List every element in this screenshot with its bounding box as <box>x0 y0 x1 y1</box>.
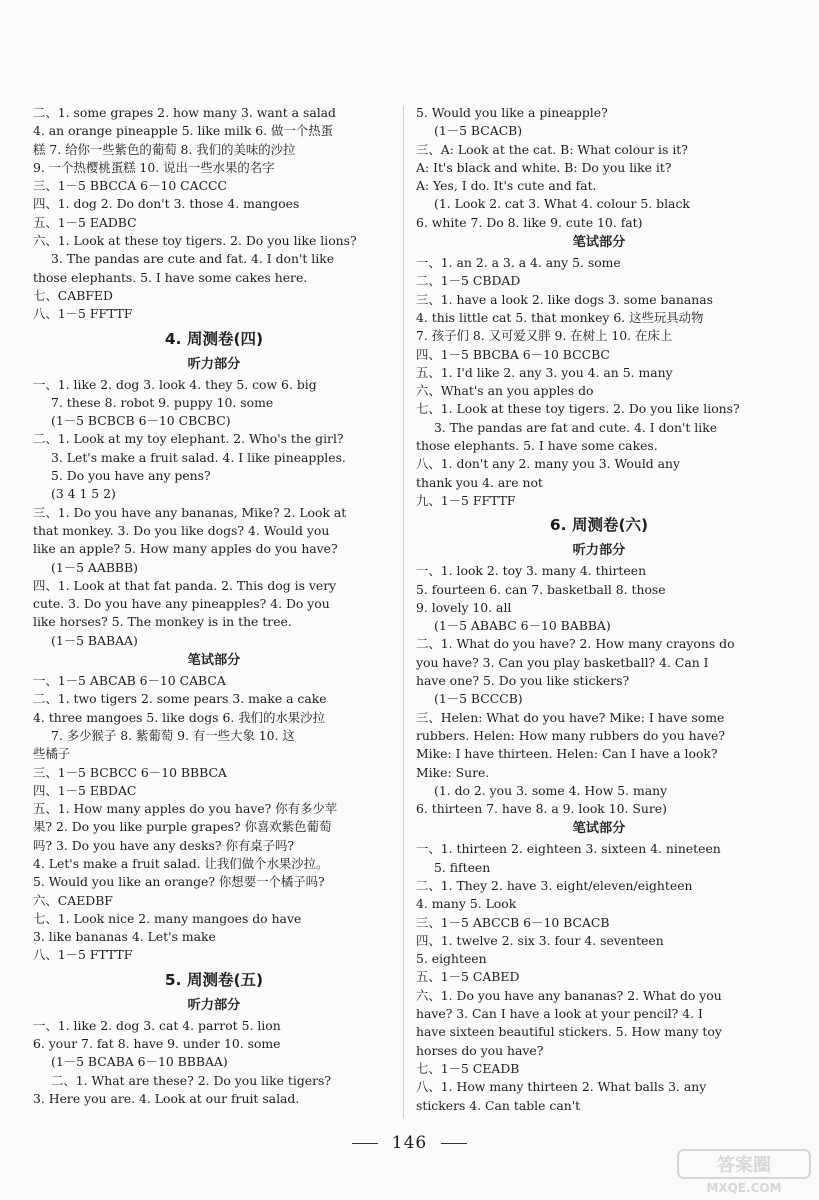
answer-line: have one? 5. Do you like stickers? <box>416 673 630 689</box>
answer-line: 二、1. some grapes 2. how many 3. want a salad <box>33 105 336 120</box>
answer-line: 三、1－5 BCBCC 6－10 BBBCA <box>33 764 227 780</box>
answer-line: 果? 2. Do you like purple grapes? 你喜欢紫色葡萄 <box>33 819 332 835</box>
answer-line: 七、1－5 CEADB <box>416 1060 520 1076</box>
answer-line: 4. this little cat 5. that monkey 6. 这些玩具动物 <box>416 309 704 325</box>
answer-line: 9. lovely 10. all <box>416 599 512 615</box>
answer-line: 一、1. like 2. dog 3. look 4. they 5. cow 6. big <box>33 376 317 392</box>
answer-line: have sixteen beautiful stickers. 5. How many toy <box>416 1024 722 1040</box>
answer-line: A: Yes, I do. It's cute and fat. <box>416 178 597 194</box>
answer-line: 5. Do you have any pens? <box>51 468 211 484</box>
watermark-logo <box>674 1146 814 1196</box>
footer-dash-right <box>441 1143 467 1144</box>
section-subtitle: 笔试部分 <box>572 235 626 251</box>
answer-line: 吗? 3. Do you have any desks? 你有桌子吗? <box>33 837 295 853</box>
answer-line: 3. like bananas 4. Let's make <box>33 929 216 945</box>
section-subtitle: 笔试部分 <box>187 653 241 669</box>
svg-text:答案圈: 答案圈 <box>717 1155 771 1176</box>
answer-line: 二、1. What are these? 2. Do you like tigers? <box>51 1072 332 1088</box>
answer-line: 7. 多少猴子 8. 紫葡萄 9. 有一些大象 10. 这 <box>51 727 295 743</box>
answer-line: thank you 4. are not <box>416 474 543 490</box>
answer-line: 三、1－5 BBCCA 6－10 CACCC <box>33 178 228 194</box>
answer-line: 七、CABFED <box>33 287 113 303</box>
section-subtitle: 笔试部分 <box>572 821 626 837</box>
answer-line: 八、1. How many thirteen 2. What balls 3. any <box>416 1079 707 1095</box>
answer-line: (3 4 1 5 2) <box>51 486 116 502</box>
answer-line: (1－5 AABBB) <box>51 559 138 575</box>
answer-line: 六、What's an you apples do <box>416 383 594 399</box>
answer-line: 二、1. Look at my toy elephant. 2. Who's the girl? <box>33 431 344 447</box>
section-subtitle: 听力部分 <box>572 543 626 559</box>
answer-line: 四、1. Look at that fat panda. 2. This dog is very <box>33 577 337 593</box>
answer-line: those elephants. 5. I have some cakes here. <box>33 269 308 285</box>
column-divider <box>403 106 404 1118</box>
answer-line: 八、1－5 FTTTF <box>33 947 133 963</box>
answer-line: 6. your 7. fat 8. have 9. under 10. some <box>33 1036 281 1052</box>
answer-line: 六、CAEDBF <box>33 892 113 908</box>
answer-line: have? 3. Can I have a look at your pencil? 4. I <box>416 1006 703 1022</box>
section-title: 4. 周测卷(四) <box>164 329 264 348</box>
answer-line: 3. The pandas are cute and fat. 4. I don't like <box>51 251 335 267</box>
answer-line: 二、1. What do you have? 2. How many crayons do <box>416 636 735 652</box>
right-column <box>416 104 782 1115</box>
answer-line: that monkey. 3. Do you like dogs? 4. Would you <box>33 522 330 538</box>
answer-line: 一、1. an 2. a 3. a 4. any 5. some <box>416 255 621 271</box>
answer-line: 3. Let's make a fruit salad. 4. I like pineapples. <box>51 449 346 465</box>
answer-line: 9. 一个热樱桃蛋糕 10. 说出一些水果的名字 <box>33 159 275 175</box>
answer-line: horses do you have? <box>416 1042 544 1058</box>
answer-line: 5. fourteen 6. can 7. basketball 8. those <box>416 581 666 597</box>
section-subtitle: 听力部分 <box>187 997 241 1013</box>
answer-line: like horses? 5. The monkey is in the tree. <box>33 614 292 630</box>
answer-line: like an apple? 5. How many apples do you have? <box>33 541 338 557</box>
section-title: 5. 周测卷(五) <box>164 970 264 989</box>
footer-dash-left <box>352 1143 378 1144</box>
answer-line: Mike: Sure. <box>416 764 490 780</box>
answer-line: Mike: I have thirteen. Helen: Can I have a look? <box>416 746 718 762</box>
answer-line: 7. these 8. robot 9. puppy 10. some <box>51 394 274 410</box>
answer-line: 5. Would you like an orange? 你想要一个橘子吗? <box>33 874 325 890</box>
answer-line: 五、1. I'd like 2. any 3. you 4. an 5. many <box>416 364 673 380</box>
page-number: 146 <box>391 1133 428 1153</box>
left-column <box>33 104 395 1108</box>
answer-line: cute. 3. Do you have any pineapples? 4. Do you <box>33 596 330 612</box>
answer-line: rubbers. Helen: How many rubbers do you have? <box>416 727 726 743</box>
answer-line: (1－5 ABABC 6－10 BABBA) <box>434 618 611 634</box>
answer-line: 五、1. How many apples do you have? 你有多少苹 <box>33 801 338 817</box>
answer-line: 五、1－5 EADBC <box>33 214 137 230</box>
answer-line: 二、1. They 2. have 3. eight/eleven/eighteen <box>416 877 693 893</box>
answer-line: 八、1. don't any 2. many you 3. Would any <box>416 456 681 472</box>
section-subtitle: 听力部分 <box>187 356 241 372</box>
answer-line: 五、1－5 CABED <box>416 969 520 985</box>
answer-line: 7. 孩子们 8. 又可爱又胖 9. 在树上 10. 在床上 <box>416 328 673 344</box>
answer-line: 三、1. have a look 2. like dogs 3. some bananas <box>416 291 713 307</box>
answer-line: 四、1－5 EBDAC <box>33 782 137 798</box>
answer-line: those elephants. 5. I have some cakes. <box>416 438 658 454</box>
answer-line: 6. thirteen 7. have 8. a 9. look 10. Sure) <box>416 801 667 817</box>
answer-line: (1－5 BCBCB 6－10 CBCBC) <box>51 413 231 429</box>
answer-line: (1－5 BABAA) <box>51 632 138 648</box>
answer-line: 四、1－5 BBCBA 6－10 BCCBC <box>416 346 610 362</box>
answer-line: 四、1. dog 2. Do don't 3. those 4. mangoes <box>33 196 300 212</box>
answer-line: 二、1－5 CBDAD <box>416 273 521 289</box>
answer-line: 三、A: Look at the cat. B: What colour is it? <box>416 141 688 157</box>
answer-line: 5. eighteen <box>416 951 487 967</box>
answer-line: (1. Look 2. cat 3. What 4. colour 5. black <box>434 196 690 212</box>
answer-line: 4. many 5. Look <box>416 896 517 912</box>
answer-line: 糕 7. 给你一些紫色的葡萄 8. 我们的美味的沙拉 <box>33 141 296 157</box>
answer-line: 6. white 7. Do 8. like 9. cute 10. fat) <box>416 214 643 230</box>
answer-line: 九、1－5 FFTTF <box>416 492 516 508</box>
svg-text:MXQE.COM: MXQE.COM <box>706 1181 782 1195</box>
answer-line: 一、1－5 ABCAB 6－10 CABCA <box>33 673 226 689</box>
answer-line: 3. Here you are. 4. Look at our fruit salad. <box>33 1090 300 1106</box>
answer-line: (1. do 2. you 3. some 4. How 5. many <box>434 782 668 798</box>
answer-line: 3. The pandas are fat and cute. 4. I don't like <box>434 419 718 435</box>
answer-line: (1－5 BCACB) <box>434 123 523 139</box>
answer-line: 四、1. twelve 2. six 3. four 4. seventeen <box>416 932 664 948</box>
section-title: 6. 周测卷(六) <box>549 516 649 535</box>
answer-line: 一、1. look 2. toy 3. many 4. thirteen <box>416 563 647 579</box>
answer-line: 三、1－5 ABCCB 6－10 BCACB <box>416 914 610 930</box>
answer-line: A: It's black and white. B: Do you like it? <box>416 159 672 175</box>
answer-line: 三、1. Do you have any bananas, Mike? 2. Look at <box>33 504 347 520</box>
answer-line: 六、1. Look at these toy tigers. 2. Do you like lions? <box>33 233 357 249</box>
answer-line: 六、1. Do you have any bananas? 2. What do you <box>416 987 722 1003</box>
answer-line: 七、1. Look at these toy tigers. 2. Do you like lions? <box>416 401 740 417</box>
answer-line: (1－5 BCCCB) <box>434 691 523 707</box>
answer-line: 一、1. like 2. dog 3. cat 4. parrot 5. lion <box>33 1017 281 1033</box>
answer-line: 八、1－5 FFTTF <box>33 306 133 322</box>
answer-line: 4. three mangoes 5. like dogs 6. 我们的水果沙拉 <box>33 709 325 725</box>
answer-line: 5. fifteen <box>434 859 491 875</box>
answer-line: 4. an orange pineapple 5. like milk 6. 做一个热蛋 <box>33 123 334 139</box>
answer-line: 5. Would you like a pineapple? <box>416 105 608 120</box>
answer-line: 七、1. Look nice 2. many mangoes do have <box>33 910 302 926</box>
answer-line: 一、1. thirteen 2. eighteen 3. sixteen 4. nineteen <box>416 841 721 857</box>
answer-line: 些橘子 <box>33 746 71 762</box>
answer-line: 三、Helen: What do you have? Mike: I have some <box>416 709 725 725</box>
answer-line: you have? 3. Can you play basketball? 4. Can I <box>416 654 709 670</box>
answer-line: stickers 4. Can table can't <box>416 1097 581 1113</box>
answer-line: (1－5 BCABA 6－10 BBBAA) <box>51 1054 228 1070</box>
answer-line: 二、1. two tigers 2. some pears 3. make a cake <box>33 691 327 707</box>
answer-line: 4. Let's make a fruit salad. 让我们做个水果沙拉。 <box>33 855 329 871</box>
